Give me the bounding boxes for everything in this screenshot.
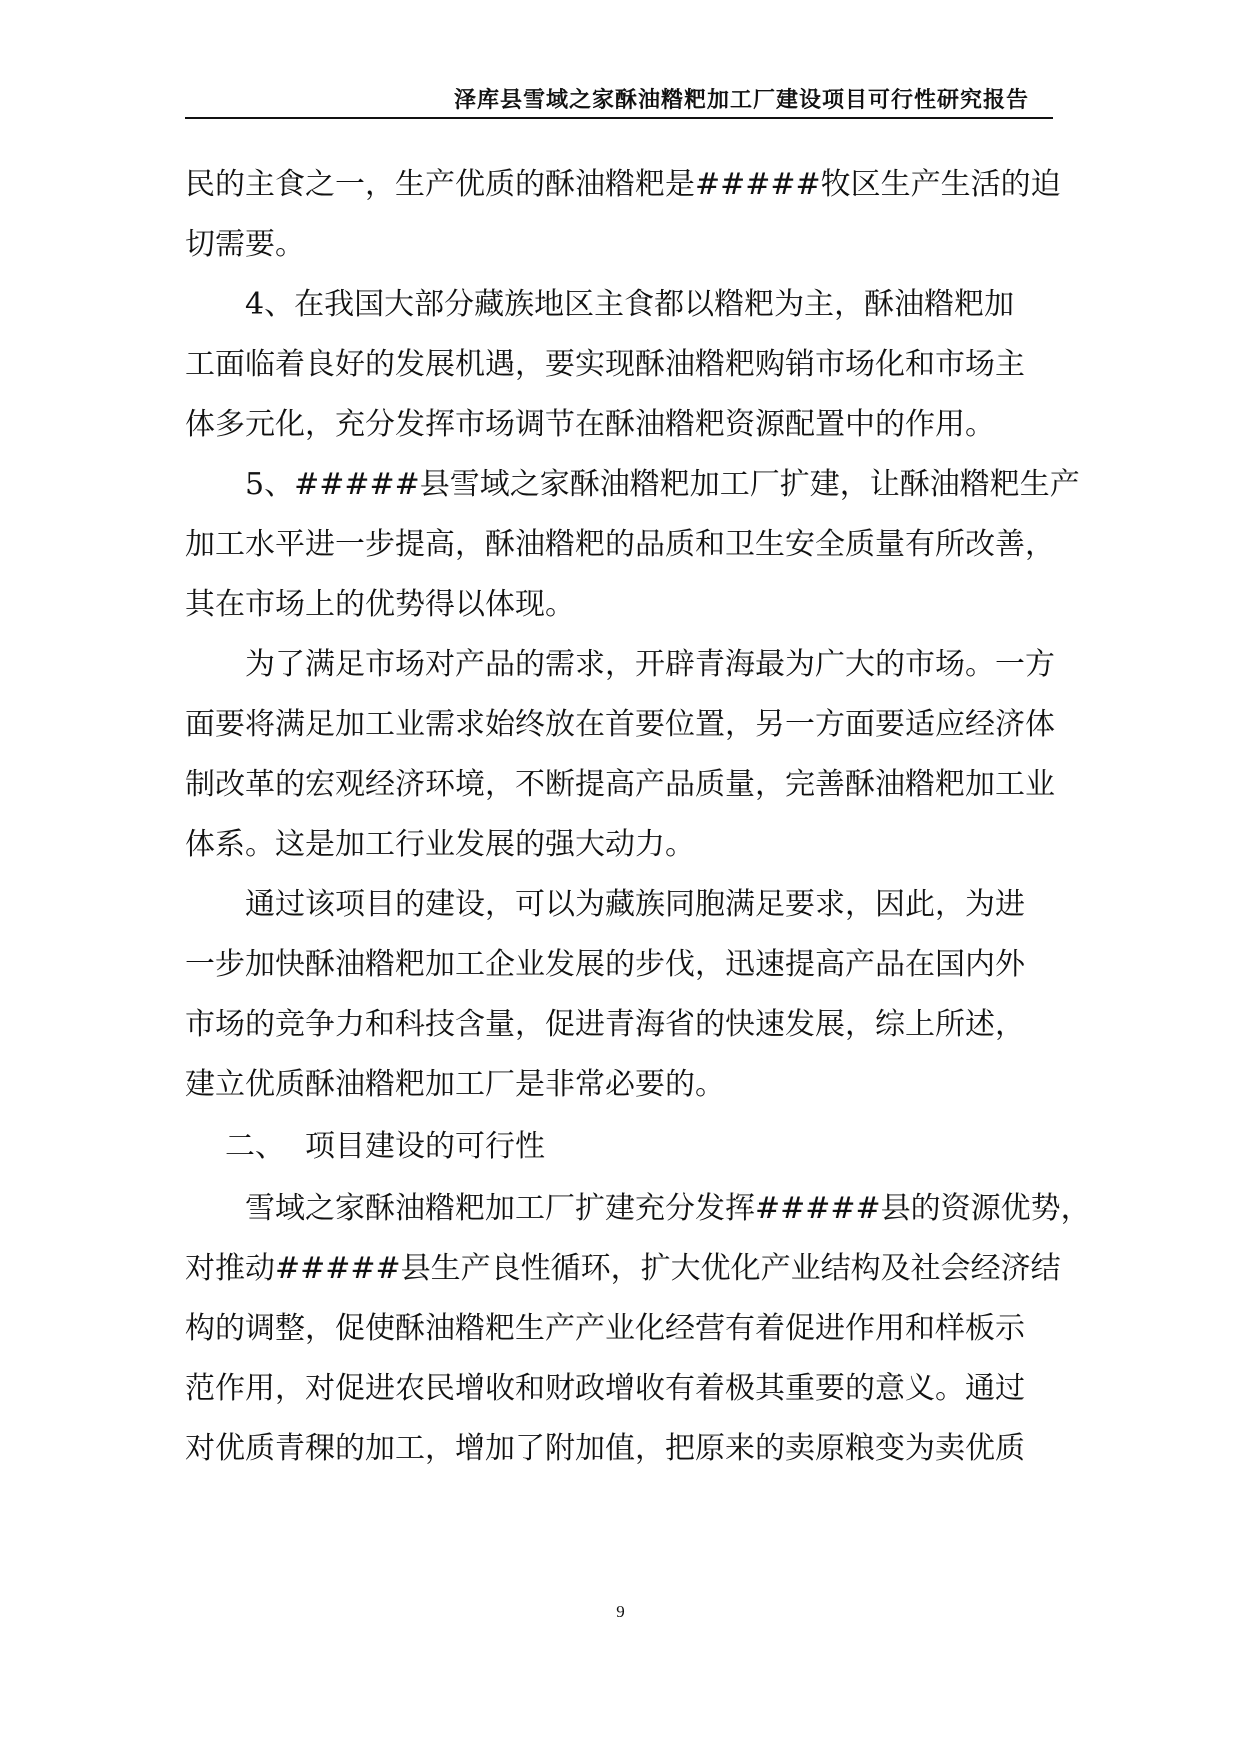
body-line: 工面临着良好的发展机遇，要实现酥油糌粑购销市场化和市场主 <box>185 347 1025 382</box>
section-heading-number: 二、 <box>225 1129 285 1164</box>
body-line: 加工水平进一步提高，酥油糌粑的品质和卫生安全质量有所改善， <box>185 527 1055 562</box>
body-line: 其在市场上的优势得以体现。 <box>185 587 575 622</box>
body-line: 体系。这是加工行业发展的强大动力。 <box>185 827 695 862</box>
body-line: 5、#####县雪域之家酥油糌粑加工厂扩建，让酥油糌粑生产 <box>245 467 1080 502</box>
body-line: 通过该项目的建设，可以为藏族同胞满足要求，因此，为进 <box>245 887 1025 922</box>
body-line: 建立优质酥油糌粑加工厂是非常必要的。 <box>185 1067 725 1102</box>
body-line: 构的调整，促使酥油糌粑生产产业化经营有着促进作用和样板示 <box>185 1311 1025 1346</box>
body-line: 为了满足市场对产品的需求，开辟青海最为广大的市场。一方 <box>245 647 1055 682</box>
body-line: 对推动#####县生产良性循环，扩大优化产业结构及社会经济结 <box>185 1251 1061 1286</box>
header-rule <box>185 117 1053 119</box>
document-body <box>185 155 1091 1479</box>
body-line: 体多元化，充分发挥市场调节在酥油糌粑资源配置中的作用。 <box>185 407 995 442</box>
body-line: 一步加快酥油糌粑加工企业发展的步伐，迅速提高产品在国内外 <box>185 947 1025 982</box>
running-header-title: 泽库县雪域之家酥油糌粑加工厂建设项目可行性研究报告 <box>453 88 1029 113</box>
body-line: 市场的竞争力和科技含量，促进青海省的快速发展，综上所述， <box>185 1007 1025 1042</box>
body-line: 制改革的宏观经济环境，不断提高产品质量，完善酥油糌粑加工业 <box>185 767 1055 802</box>
section-heading <box>185 1115 1070 1179</box>
page-number: 9 <box>616 1602 625 1621</box>
body-line: 民的主食之一，生产优质的酥油糌粑是#####牧区生产生活的迫 <box>185 167 1061 202</box>
body-line: 切需要。 <box>185 227 305 262</box>
body-line: 对优质青稞的加工，增加了附加值，把原来的卖原粮变为卖优质 <box>185 1431 1025 1466</box>
body-line: 范作用，对促进农民增收和财政增收有着极其重要的意义。通过 <box>185 1371 1025 1406</box>
body-line: 面要将满足加工业需求始终放在首要位置，另一方面要适应经济体 <box>185 707 1055 742</box>
body-line: 4、在我国大部分藏族地区主食都以糌粑为主，酥油糌粑加 <box>245 287 1015 322</box>
body-line: 雪域之家酥油糌粑加工厂扩建充分发挥#####县的资源优势， <box>245 1191 1091 1226</box>
section-heading-text: 项目建设的可行性 <box>305 1129 545 1164</box>
